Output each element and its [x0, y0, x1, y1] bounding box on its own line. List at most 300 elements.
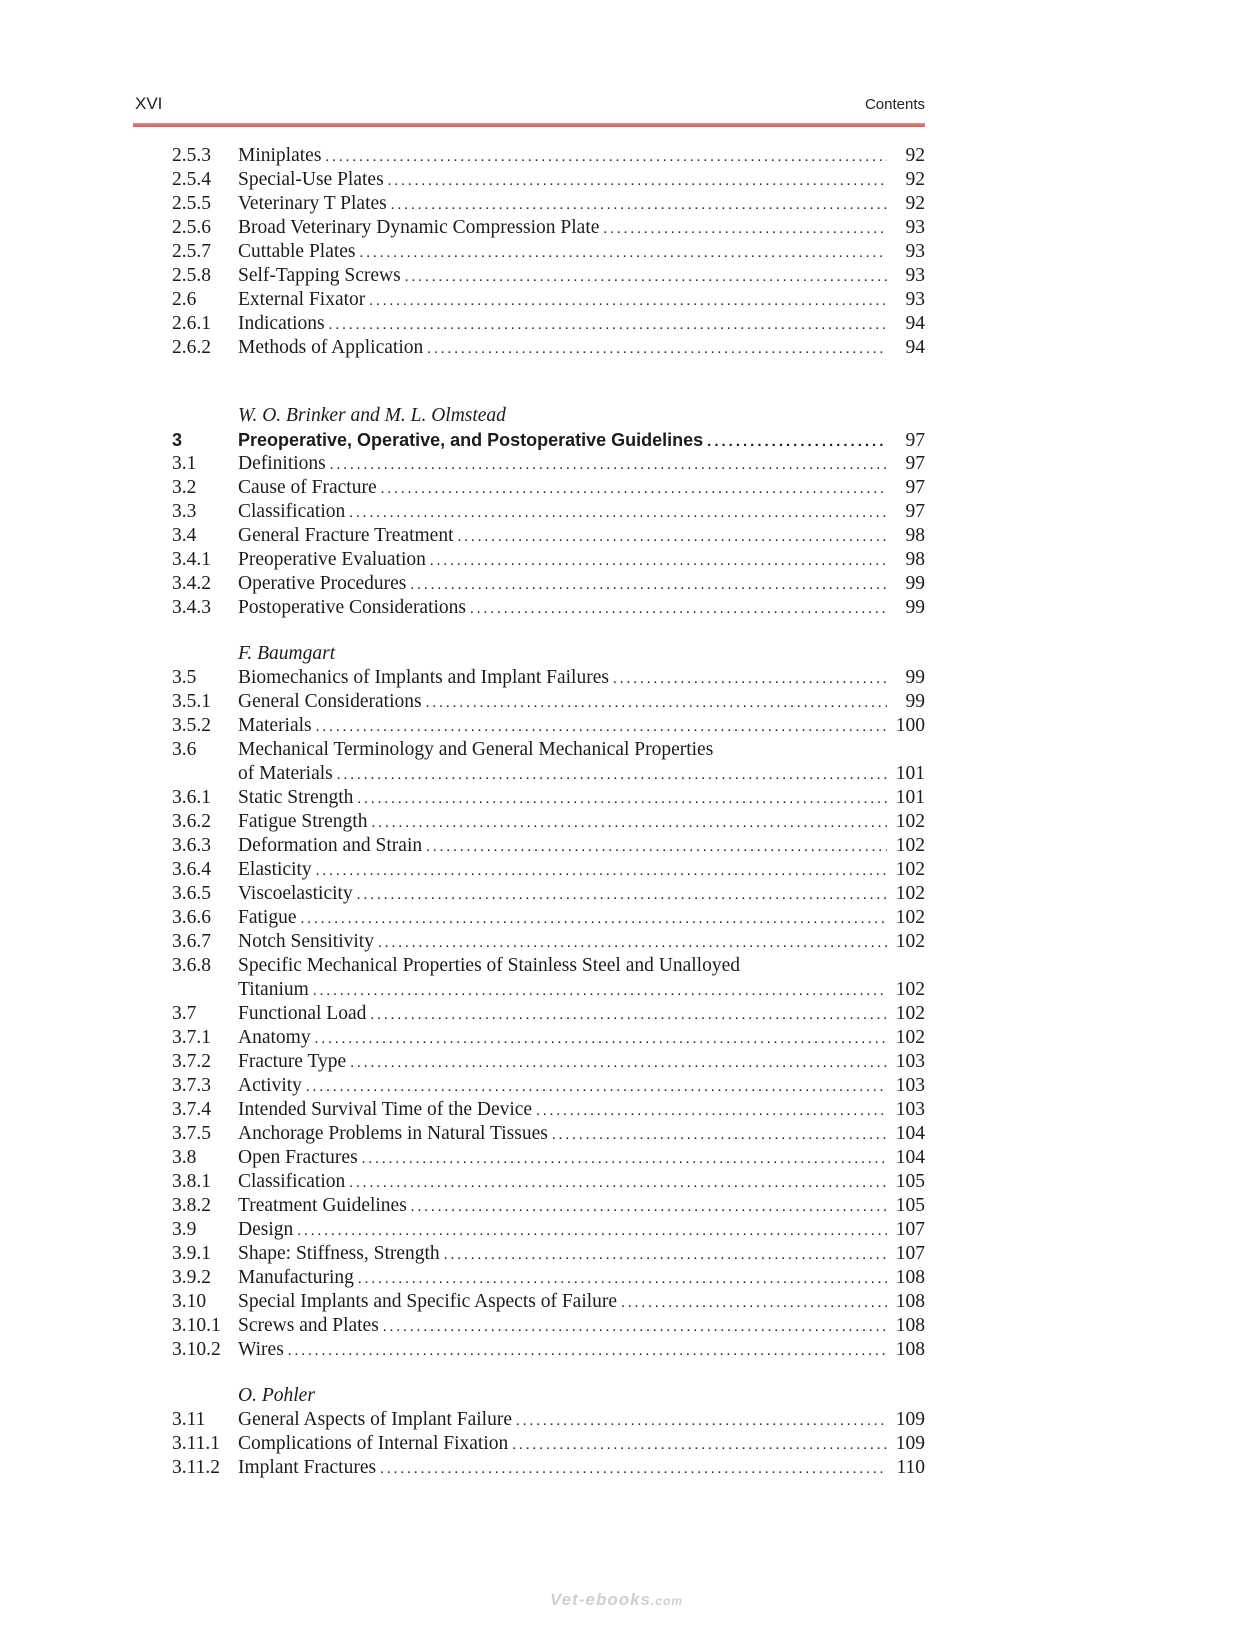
toc-entry-row: [172, 168, 925, 192]
dot-leader: [349, 501, 887, 525]
section-number: 3.6.3: [172, 835, 211, 856]
section-number: 2.5.7: [172, 241, 211, 262]
section-number: 3.6.4: [172, 859, 211, 880]
section-title: Manufacturing: [238, 1267, 354, 1288]
page-ref: 108: [895, 1339, 925, 1360]
section-title: Fracture Type: [238, 1051, 347, 1072]
running-header: [133, 94, 925, 120]
section-author: O. Pohler: [238, 1385, 315, 1406]
section-number: 3.7: [172, 1003, 197, 1024]
entry-title-group: [238, 882, 925, 907]
toc-chapter-row: [172, 428, 925, 452]
section-title: External Fixator: [238, 289, 366, 310]
entry-title-group: [238, 1074, 925, 1099]
dot-leader: [316, 859, 887, 883]
toc-entry-row: [172, 476, 925, 500]
dot-leader: [388, 169, 887, 193]
page-ref: 102: [895, 859, 925, 880]
section-title: Cuttable Plates: [238, 241, 356, 262]
section-title: Definitions: [238, 453, 326, 474]
page-ref: 105: [895, 1195, 925, 1216]
section-title: Notch Sensitivity: [238, 931, 374, 952]
section-number: 3.8.2: [172, 1195, 211, 1216]
section-spacer: [172, 620, 925, 642]
page-ref: 102: [895, 1003, 925, 1024]
page-ref: 103: [895, 1051, 925, 1072]
section-author: F. Baumgart: [238, 643, 336, 664]
entry-title-group: [238, 144, 925, 169]
section-number: 3.6.7: [172, 931, 211, 952]
dot-leader: [357, 787, 887, 811]
entry-title-group: [238, 476, 925, 501]
toc-entry-row: [172, 1074, 925, 1098]
toc-entry-row: [172, 452, 925, 476]
toc-entry-row: [172, 834, 925, 858]
watermark-domain: .com: [651, 1594, 684, 1608]
page-ref: 94: [905, 313, 925, 334]
section-number: 3.8: [172, 1147, 197, 1168]
toc-entry-row: [172, 1050, 925, 1074]
section-number: 3.4.1: [172, 549, 211, 570]
entry-title-group: [238, 288, 925, 313]
toc-entry-row: [172, 1002, 925, 1026]
section-spacer: [172, 1362, 925, 1384]
toc-entry-row: [172, 1456, 925, 1480]
entry-title-group: [238, 954, 925, 978]
entry-title-group: [238, 1098, 925, 1123]
section-title: Elasticity: [238, 859, 312, 880]
page-ref: 104: [895, 1123, 925, 1144]
toc-entry-row: [172, 216, 925, 240]
section-title: Specific Mechanical Properties of Stainless Steel and Unalloyed: [238, 955, 740, 976]
page-ref: 92: [905, 169, 925, 190]
dot-leader: [313, 979, 887, 1003]
entry-title-group: [238, 930, 925, 955]
section-number: 3.9: [172, 1219, 197, 1240]
section-number: 3.6.8: [172, 955, 211, 976]
page-ref: 108: [895, 1267, 925, 1288]
toc-entry-row: [172, 192, 925, 216]
page-ref: 104: [895, 1147, 925, 1168]
section-title: Deformation and Strain: [238, 835, 423, 856]
entry-title-group: [238, 1122, 925, 1147]
entry-title-group: [238, 690, 925, 715]
section-title: Preoperative, Operative, and Postoperative Guidelines: [238, 430, 704, 450]
page-ref: 107: [895, 1219, 925, 1240]
section-title: Static Strength: [238, 787, 354, 808]
section-title: Indications: [238, 313, 325, 334]
dot-leader: [536, 1099, 887, 1123]
section-title: Cause of Fracture: [238, 477, 377, 498]
dot-leader: [378, 931, 887, 955]
dot-leader: [362, 1147, 887, 1171]
toc-entry-row: [172, 1432, 925, 1456]
section-number: 3.6.2: [172, 811, 211, 832]
dot-leader: [369, 289, 887, 313]
toc-entry-row: [172, 858, 925, 882]
section-number: 3.9.2: [172, 1267, 211, 1288]
dot-leader: [360, 241, 887, 265]
section-title: Methods of Application: [238, 337, 424, 358]
page-ref: 103: [895, 1099, 925, 1120]
dot-leader: [329, 313, 887, 337]
page-ref: 102: [895, 931, 925, 952]
section-title: Special Implants and Specific Aspects of Failure: [238, 1291, 618, 1312]
entry-title-group: [238, 1242, 925, 1267]
section-title: General Fracture Treatment: [238, 525, 454, 546]
dot-leader: [707, 430, 887, 454]
section-number: 3.1: [172, 453, 197, 474]
section-number: 3.7.3: [172, 1075, 211, 1096]
section-title: Intended Survival Time of the Device: [238, 1099, 533, 1120]
entry-title-group: [238, 524, 925, 549]
dot-leader: [427, 337, 887, 361]
toc-entry-row: [172, 1026, 925, 1050]
section-number: 2.5.8: [172, 265, 211, 286]
page-ref: 93: [905, 241, 925, 262]
entry-title-group: [238, 240, 925, 265]
dot-leader: [337, 763, 887, 787]
page-ref: 97: [905, 477, 925, 498]
dot-leader: [306, 1075, 887, 1099]
section-title: Miniplates: [238, 145, 322, 166]
page-ref: 102: [895, 1027, 925, 1048]
toc-entry-row: [172, 1122, 925, 1146]
toc-entry-row: [172, 786, 925, 810]
section-title: Anchorage Problems in Natural Tissues: [238, 1123, 548, 1144]
section-title: Activity: [238, 1075, 302, 1096]
toc-entry-row: [172, 1242, 925, 1266]
section-number: 3: [172, 430, 183, 450]
section-title: Titanium: [238, 979, 309, 1000]
section-title: Mechanical Terminology and General Mechanical Properties: [238, 739, 714, 760]
entry-title-group: [238, 738, 925, 762]
toc-entry-row: [172, 1098, 925, 1122]
dot-leader: [430, 549, 887, 573]
entry-title-group: [238, 1408, 925, 1433]
section-number: 3.6.1: [172, 787, 211, 808]
dot-leader: [411, 1195, 887, 1219]
entry-title-group: [238, 858, 925, 883]
section-title: Special-Use Plates: [238, 169, 384, 190]
section-title: Operative Procedures: [238, 573, 407, 594]
page-ref: 107: [895, 1243, 925, 1264]
section-number: 3.5: [172, 667, 197, 688]
entry-title-group: [238, 500, 925, 525]
section-title: Self-Tapping Screws: [238, 265, 401, 286]
dot-leader: [391, 193, 887, 217]
section-number: 2.6: [172, 289, 197, 310]
page-ref: 99: [905, 667, 925, 688]
toc-entry-row: [172, 1194, 925, 1218]
toc-entry-row: [172, 336, 925, 360]
dot-leader: [316, 715, 887, 739]
page-ref: 102: [895, 835, 925, 856]
table-of-contents: [172, 144, 925, 1480]
entry-title-group: [238, 1338, 925, 1363]
toc-entry-row: [172, 1218, 925, 1242]
entry-title-group: [238, 978, 925, 1003]
section-number: 3.7.2: [172, 1051, 211, 1072]
toc-entry-row: [172, 1338, 925, 1362]
section-title: Treatment Guidelines: [238, 1195, 407, 1216]
section-title: Veterinary T Plates: [238, 193, 387, 214]
toc-entry-row: [172, 264, 925, 288]
entry-title-group: [238, 1026, 925, 1051]
section-title: Implant Fractures: [238, 1457, 377, 1478]
dot-leader: [315, 1027, 887, 1051]
entry-title-group: [238, 216, 925, 241]
toc-entry-row: [172, 762, 925, 786]
entry-title-group: [238, 452, 925, 477]
page-ref: 93: [905, 217, 925, 238]
section-title: Viscoelasticity: [238, 883, 353, 904]
toc-entry-row: [172, 978, 925, 1002]
section-number: 2.5.4: [172, 169, 211, 190]
toc-entry-row: [172, 666, 925, 690]
entry-title-group: [238, 1146, 925, 1171]
section-number: 3.11.2: [172, 1457, 221, 1478]
entry-title-group: [238, 786, 925, 811]
entry-title-group: [238, 168, 925, 193]
page-ref: 102: [895, 883, 925, 904]
page-ref: 103: [895, 1075, 925, 1096]
dot-leader: [470, 597, 887, 621]
entry-title-group: [238, 762, 925, 787]
toc-entry-row: [172, 882, 925, 906]
entry-title-group: [238, 1218, 925, 1243]
toc-entry-row: [172, 930, 925, 954]
section-title: Broad Veterinary Dynamic Compression Plate: [238, 217, 600, 238]
toc-entry-row: [172, 906, 925, 930]
entry-title-group: [238, 428, 925, 454]
section-number: 3.6.6: [172, 907, 211, 928]
section-number: 3.11.1: [172, 1433, 221, 1454]
toc-entry-row: [172, 1146, 925, 1170]
page-ref: 102: [895, 811, 925, 832]
page-ref: 105: [895, 1171, 925, 1192]
dot-leader: [458, 525, 887, 549]
toc-entry-row: [172, 524, 925, 548]
section-title: General Considerations: [238, 691, 422, 712]
section-title: Screws and Plates: [238, 1315, 379, 1336]
section-number: 3.4: [172, 525, 197, 546]
section-title: Open Fractures: [238, 1147, 358, 1168]
entry-title-group: [238, 572, 925, 597]
page-ref: 94: [905, 337, 925, 358]
section-author: W. O. Brinker and M. L. Olmstead: [238, 405, 506, 426]
section-number: 3.6.5: [172, 883, 211, 904]
dot-leader: [512, 1433, 887, 1457]
toc-entry-row: [172, 596, 925, 620]
toc-entry-row: [172, 312, 925, 336]
toc-entry-row: [172, 810, 925, 834]
dot-leader: [380, 1457, 887, 1481]
section-title: Classification: [238, 501, 346, 522]
dot-leader: [330, 453, 887, 477]
page-ref: 92: [905, 145, 925, 166]
toc-entry-row: [172, 738, 925, 762]
toc-entry-row: [172, 714, 925, 738]
section-number: 3.7.5: [172, 1123, 211, 1144]
section-number: 3.3: [172, 501, 197, 522]
entry-title-group: [238, 192, 925, 217]
entry-title-group: [238, 312, 925, 337]
toc-entry-row: [172, 1408, 925, 1432]
toc-entry-row: [172, 1170, 925, 1194]
page-ref: 108: [895, 1291, 925, 1312]
entry-title-group: [238, 1314, 925, 1339]
dot-leader: [371, 811, 887, 835]
entry-title-group: [238, 1290, 925, 1315]
dot-leader: [370, 1003, 887, 1027]
page-ref: 100: [895, 715, 925, 736]
section-title: Biomechanics of Implants and Implant Failures: [238, 667, 609, 688]
entry-title-group: [238, 548, 925, 573]
page-ref: 109: [895, 1409, 925, 1430]
section-number: 3.6: [172, 739, 197, 760]
page-ref: 97: [905, 501, 925, 522]
section-title: Classification: [238, 1171, 346, 1192]
entry-title-group: [238, 834, 925, 859]
section-number: 3.4.3: [172, 597, 211, 618]
section-number: 3.11: [172, 1409, 206, 1430]
section-title: Shape: Stiffness, Strength: [238, 1243, 440, 1264]
page-ref: 110: [896, 1457, 925, 1478]
dot-leader: [358, 1267, 887, 1291]
section-title: General Aspects of Implant Failure: [238, 1409, 512, 1430]
toc-entry-row: [172, 548, 925, 572]
watermark-text: Vet-ebooks: [550, 1590, 652, 1609]
entry-title-group: [238, 1266, 925, 1291]
dot-leader: [426, 691, 887, 715]
toc-entry-row: [172, 1314, 925, 1338]
section-spacer: [172, 360, 925, 404]
page-ref: 92: [905, 193, 925, 214]
toc-entry-row: [172, 1290, 925, 1314]
page-number: XVI: [135, 94, 163, 113]
entry-title-group: [238, 1456, 925, 1481]
section-number: 3.5.1: [172, 691, 211, 712]
page-ref: 108: [895, 1315, 925, 1336]
section-number: 2.5.3: [172, 145, 211, 166]
dot-leader: [410, 573, 887, 597]
page-ref: 99: [905, 597, 925, 618]
toc-entry-row: [172, 690, 925, 714]
dot-leader: [426, 835, 887, 859]
section-number: 2.5.6: [172, 217, 211, 238]
section-number: 3.8.1: [172, 1171, 211, 1192]
dot-leader: [350, 1051, 887, 1075]
dot-leader: [349, 1171, 887, 1195]
section-number: 2.6.2: [172, 337, 211, 358]
page-ref: 98: [905, 549, 925, 570]
dot-leader: [621, 1291, 887, 1315]
entry-title-group: [238, 264, 925, 289]
toc-entry-row: [172, 500, 925, 524]
dot-leader: [383, 1315, 887, 1339]
dot-leader: [325, 145, 887, 169]
section-number: 3.10.1: [172, 1315, 221, 1336]
section-number: 2.5.5: [172, 193, 211, 214]
section-number: 3.7.4: [172, 1099, 211, 1120]
section-number: 3.4.2: [172, 573, 211, 594]
dot-leader: [301, 907, 888, 931]
dot-leader: [444, 1243, 887, 1267]
page-ref: 99: [905, 573, 925, 594]
dot-leader: [552, 1123, 887, 1147]
dot-leader: [613, 667, 887, 691]
section-title: Preoperative Evaluation: [238, 549, 426, 570]
dot-leader: [603, 217, 887, 241]
toc-entry-row: [172, 288, 925, 312]
section-number: 3.9.1: [172, 1243, 211, 1264]
toc-entry-row: [172, 954, 925, 978]
dot-leader: [381, 477, 887, 501]
page-ref: 97: [905, 430, 925, 451]
entry-title-group: [238, 1050, 925, 1075]
page-ref: 101: [895, 787, 925, 808]
page-ref: 97: [905, 453, 925, 474]
page-ref: 109: [895, 1433, 925, 1454]
page-ref: 99: [905, 691, 925, 712]
entry-title-group: [238, 596, 925, 621]
section-number: 3.2: [172, 477, 197, 498]
entry-title-group: [238, 1432, 925, 1457]
toc-entry-row: [172, 572, 925, 596]
section-number: 2.6.1: [172, 313, 211, 334]
section-title: Anatomy: [238, 1027, 311, 1048]
section-title: Complications of Internal Fixation: [238, 1433, 509, 1454]
section-number: 3.10: [172, 1291, 207, 1312]
section-title: Postoperative Considerations: [238, 597, 467, 618]
entry-title-group: [238, 336, 925, 361]
toc-entry-row: [172, 240, 925, 264]
entry-title-group: [238, 1002, 925, 1027]
section-title: of Materials: [238, 763, 333, 784]
page-ref: 93: [905, 265, 925, 286]
section-title: Functional Load: [238, 1003, 367, 1024]
page-ref: 101: [895, 763, 925, 784]
entry-title-group: [238, 666, 925, 691]
section-title: Materials: [238, 715, 312, 736]
page-ref: 98: [905, 525, 925, 546]
section-title: Design: [238, 1219, 294, 1240]
dot-leader: [297, 1219, 887, 1243]
entry-title-group: [238, 810, 925, 835]
section-number: 3.7.1: [172, 1027, 211, 1048]
entry-title-group: [238, 906, 925, 931]
page-ref: 102: [895, 907, 925, 928]
entry-title-group: [238, 1194, 925, 1219]
entry-title-group: [238, 1170, 925, 1195]
toc-entry-row: [172, 144, 925, 168]
page-ref: 93: [905, 289, 925, 310]
toc-entry-row: [172, 1266, 925, 1290]
section-title: Fatigue: [238, 907, 297, 928]
section-title: Wires: [238, 1339, 284, 1360]
dot-leader: [516, 1409, 887, 1433]
page-ref: 102: [895, 979, 925, 1000]
running-title: Contents: [864, 96, 925, 113]
section-number: 3.10.2: [172, 1339, 221, 1360]
dot-leader: [405, 265, 887, 289]
header-rule: [133, 123, 925, 127]
section-title: Fatigue Strength: [238, 811, 368, 832]
section-number: 3.5.2: [172, 715, 211, 736]
dot-leader: [288, 1339, 887, 1363]
dot-leader: [357, 883, 887, 907]
